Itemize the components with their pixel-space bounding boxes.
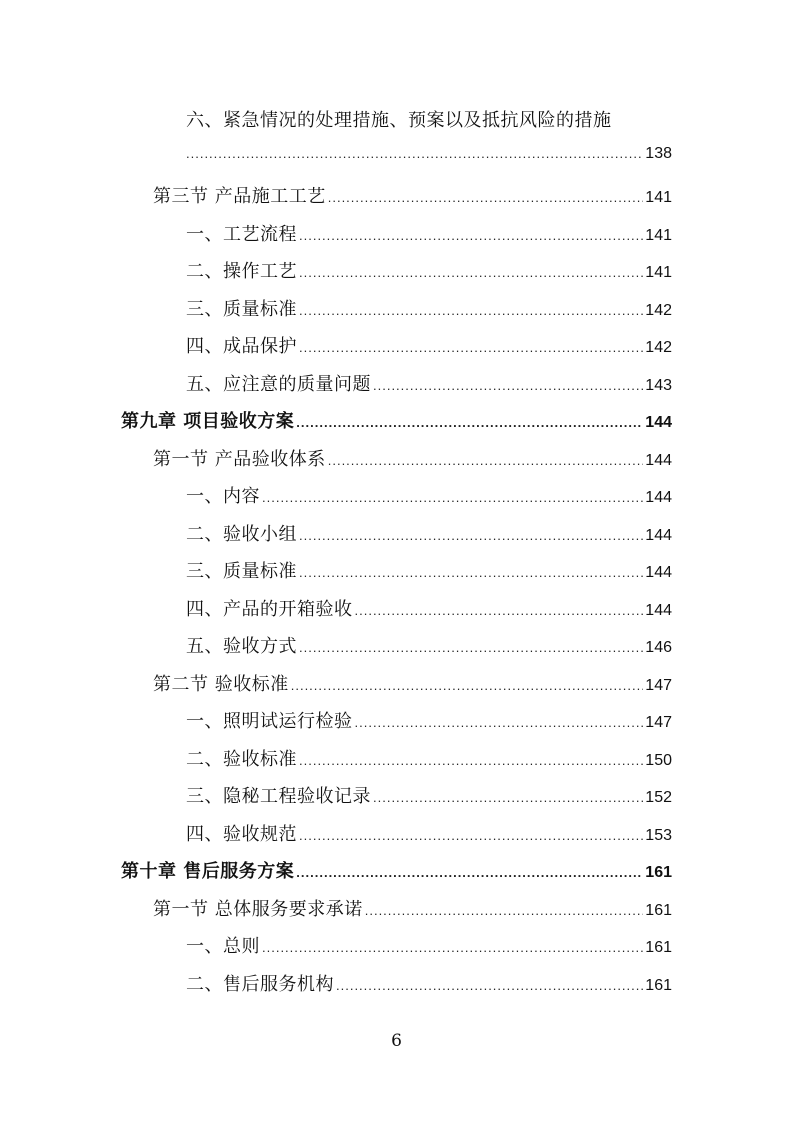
toc-entry-page: 142 (645, 339, 672, 356)
page-number: 6 (391, 1031, 402, 1051)
toc-item-entry[interactable] (186, 370, 672, 396)
toc-entry-title: 第一节 总体服务要求承诺 (153, 898, 363, 920)
toc-item-entry[interactable] (186, 632, 672, 658)
toc-section-entry[interactable] (153, 445, 672, 471)
toc-entry-title: 第一节 产品验收体系 (153, 448, 326, 470)
toc-leader-dots (336, 978, 643, 993)
toc-section-entry[interactable] (153, 670, 672, 696)
toc-entry-continuation[interactable] (186, 145, 672, 163)
toc-entry-page: 143 (645, 376, 672, 394)
toc-item-entry[interactable] (186, 707, 672, 733)
toc-leader-dots (299, 565, 643, 580)
toc-entry-title: 一、内容 (186, 486, 260, 507)
toc-entry-page: 153 (645, 826, 672, 844)
toc-item-entry[interactable] (186, 482, 672, 508)
toc-item-entry[interactable] (186, 745, 672, 771)
toc-leader-dots (296, 865, 643, 880)
toc-entry-page: 144 (645, 526, 672, 544)
toc-entry-title: 三、隐秘工程验收记录 (186, 786, 371, 807)
toc-entry-title: 六、紧急情况的处理措施、预案以及抵抗风险的措施 (186, 110, 612, 131)
toc-item-entry[interactable] (186, 820, 672, 846)
toc-entry-title: 一、照明试运行检验 (186, 711, 353, 732)
toc-entry-page: 161 (645, 864, 672, 881)
toc-entry-title: 第十章 售后服务方案 (121, 861, 295, 882)
toc-leader-dots (291, 678, 644, 693)
toc-entry-title: 四、产品的开箱验收 (186, 598, 353, 620)
toc-entry-title: 五、应注意的质量问题 (186, 373, 371, 395)
toc-entry-page: 152 (645, 789, 672, 806)
toc-entry-page: 144 (645, 414, 672, 431)
toc-item-entry[interactable] (186, 257, 672, 283)
toc-entry-page: 144 (645, 451, 672, 469)
toc-entry-page: 141 (645, 226, 672, 244)
toc-entry-page: 144 (645, 489, 672, 506)
toc-entry-page: 147 (645, 714, 672, 731)
toc-entry-page: 161 (645, 976, 672, 994)
toc-item-entry[interactable] (186, 782, 672, 808)
toc-chapter-entry[interactable] (121, 857, 672, 883)
toc-leader-dots (296, 415, 643, 430)
toc-leader-dots (299, 340, 643, 355)
toc-leader-dots (355, 715, 644, 730)
toc-entry-title: 一、总则 (186, 936, 260, 957)
toc-leader-dots (186, 146, 643, 161)
toc-entry-page: 138 (645, 145, 672, 162)
toc-entry-title: 第三节 产品施工工艺 (153, 186, 326, 207)
toc-entry-page: 141 (645, 189, 672, 206)
toc-entry-title: 四、成品保护 (186, 336, 297, 357)
toc-entry-title: 五、验收方式 (186, 636, 297, 657)
toc-leader-dots (262, 490, 643, 505)
toc-entry-title: 第二节 验收标准 (153, 673, 289, 695)
toc-entry-page: 141 (645, 264, 672, 281)
toc-leader-dots (299, 228, 643, 243)
toc-entry-page: 146 (645, 639, 672, 656)
toc-item-entry[interactable] (186, 557, 672, 583)
toc-entry-title: 二、验收标准 (186, 748, 297, 770)
toc-entry-title: 一、工艺流程 (186, 223, 297, 245)
toc-entry-page: 150 (645, 751, 672, 769)
toc-chapter-entry[interactable] (121, 407, 672, 433)
toc-leader-dots (328, 453, 644, 468)
toc-entry-page: 144 (645, 601, 672, 619)
toc-leader-dots (262, 940, 643, 955)
toc-entry-page: 161 (645, 901, 672, 919)
toc-item-entry[interactable] (186, 220, 672, 246)
toc-leader-dots (299, 640, 643, 655)
toc-entry-page: 142 (645, 301, 672, 319)
toc-entry-page: 147 (645, 676, 672, 694)
toc-entry-title: 四、验收规范 (186, 823, 297, 845)
toc-entry-title: 二、售后服务机构 (186, 973, 334, 995)
toc-item-entry[interactable] (186, 595, 672, 621)
toc-leader-dots (299, 265, 643, 280)
toc-item-entry[interactable] (186, 970, 672, 996)
toc-leader-dots (299, 753, 643, 768)
toc-leader-dots (373, 790, 643, 805)
toc-leader-dots (365, 903, 644, 918)
toc-item-entry[interactable] (186, 520, 672, 546)
toc-leader-dots (355, 603, 644, 618)
toc-leader-dots (299, 828, 643, 843)
toc-entry-title: 三、质量标准 (186, 298, 297, 320)
toc-leader-dots (328, 190, 644, 205)
toc-section-entry[interactable] (153, 895, 672, 921)
toc-entry-title: 二、验收小组 (186, 523, 297, 545)
toc-entry-title: 二、操作工艺 (186, 261, 297, 282)
toc-entry-title: 第九章 项目验收方案 (121, 411, 295, 432)
toc-leader-dots (299, 528, 643, 543)
toc-section-entry[interactable] (153, 182, 672, 208)
toc-entry-page: 161 (645, 939, 672, 956)
toc-entry-title: 三、质量标准 (186, 561, 297, 582)
toc-entry-page: 144 (645, 564, 672, 581)
toc-leader-dots (299, 303, 643, 318)
toc-item-entry[interactable] (186, 932, 672, 958)
toc-item-entry[interactable] (186, 295, 672, 321)
toc-item-entry[interactable] (186, 332, 672, 358)
toc-leader-dots (373, 378, 643, 393)
